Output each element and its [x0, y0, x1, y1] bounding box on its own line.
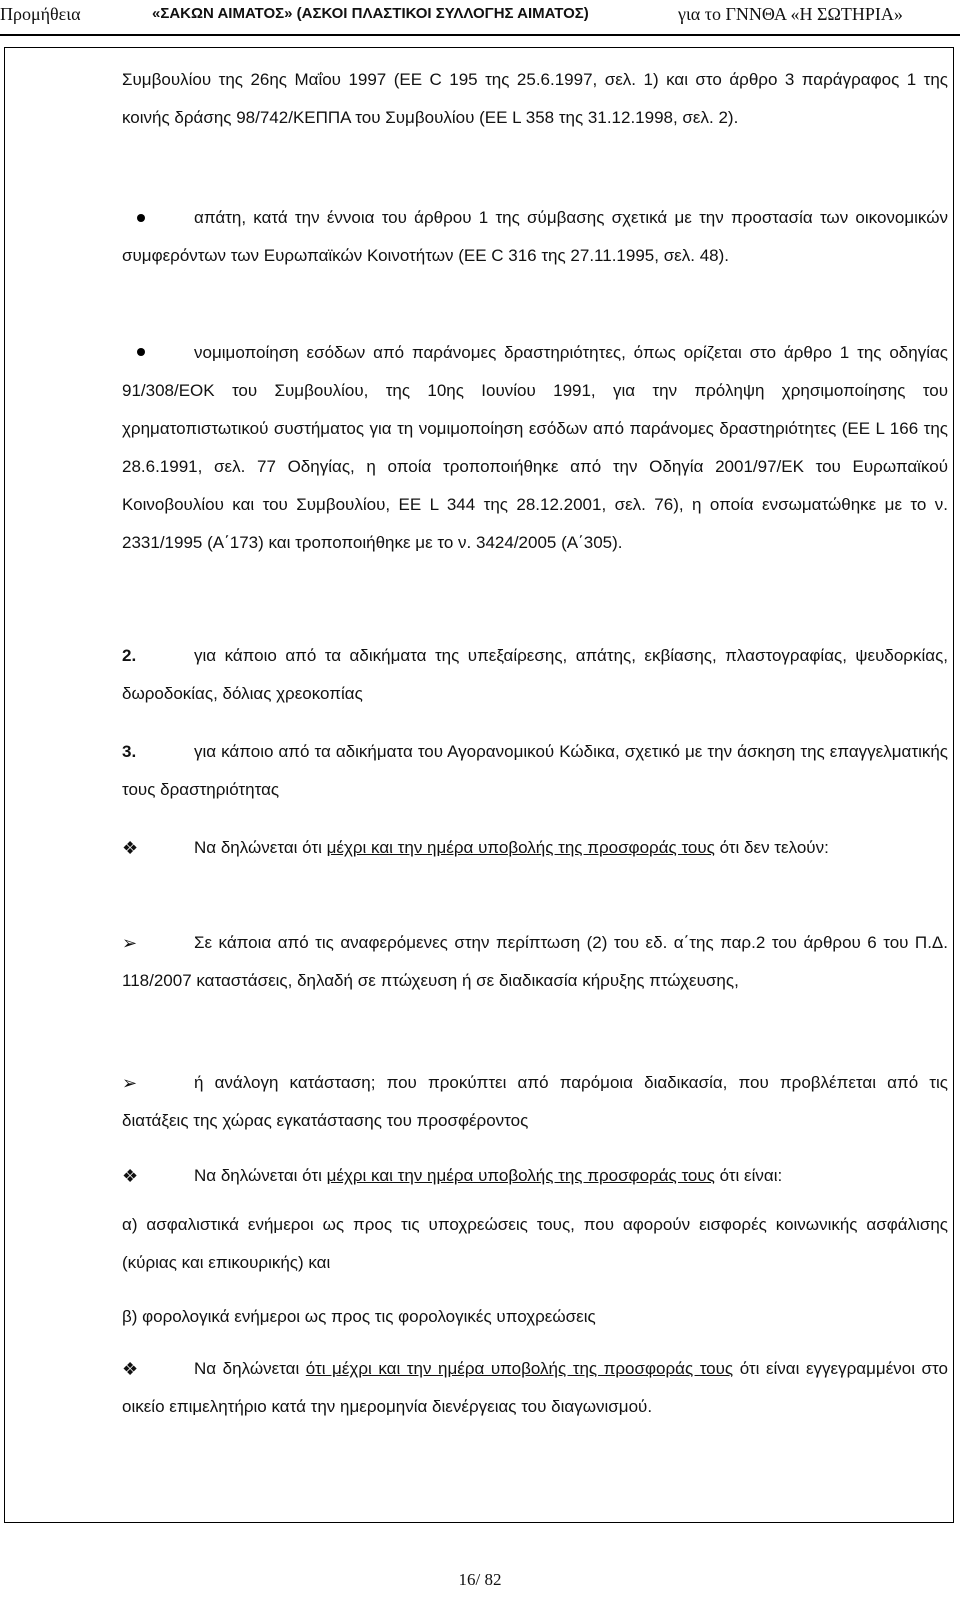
- arrow-bullet-icon: ➢: [122, 933, 138, 953]
- header-right: για το ΓΝΝΘΑ «Η ΣΩΤΗΡΙΑ»: [678, 4, 903, 24]
- similar-situation-item: ή ανάλογη κατάσταση; που προκύπτει από παρόμοια διαδικασία, που προβλέπεται από τις διατάξεις της χώρας εγκατάστασης του προσφέροντος: [122, 1073, 948, 1130]
- declaration-not-in: Να δηλώνεται ότι μέχρι και την ημέρα υποβολής της προσφοράς τους ότι δεν τελούν:: [194, 838, 829, 857]
- header-left: Προμήθεια: [0, 4, 81, 24]
- insurance-item: α) ασφαλιστικά ενήμεροι ως προς τις υποχρεώσεις τους, που αφορούν εισφορές κοινωνικής ασφάλισης (κύριας και επικουρικής) και: [122, 1215, 948, 1272]
- bankruptcy-item: Σε κάποια από τις αναφερόμενες στην περίπτωση (2) του εδ. α΄της παρ.2 του άρθρου 6 του Π.Δ. 118/2007 καταστάσεις, δηλαδή σε πτώχευση ή σε διαδικασία κήρυξης πτώχευσης,: [122, 933, 948, 990]
- header-middle: «ΣΑΚΩΝ ΑΙΜΑΤΟΣ» (ΑΣΚΟΙ ΠΛΑΣΤΙΚΟΙ ΣΥΛΛΟΓΗΣ ΑΙΜΑΤΟΣ): [152, 5, 589, 22]
- diamond-bullet-icon: ❖: [122, 1166, 139, 1186]
- item-3: 3. για κάποιο από τα αδικήματα του Αγορανομικού Κώδικα, σχετικό με την άσκηση της επαγγελματικής τους δραστηριότητας: [122, 742, 948, 799]
- declaration-is: Να δηλώνεται ότι μέχρι και την ημέρα υποβολής της προσφοράς τους ότι είναι:: [194, 1166, 783, 1185]
- diamond-bullet-icon: ❖: [122, 838, 139, 858]
- bullet-fraud: απάτη, κατά την έννοια του άρθρου 1 της σύμβασης σχετικά με την προστασία των οικονομικών συμφερόντων των Ευρωπαϊκών Κοινοτήτων (ΕΕ C 316 της 27.11.1995, σελ. 48).: [122, 208, 948, 265]
- bullet-money-laundering: νομιμοποίηση εσόδων από παράνομες δραστηριότητες, όπως ορίζεται στο άρθρο 1 της οδηγίας 91/308/ΕΟΚ του Συμβουλίου, της 10ης Ιουνίου 1991, για την πρόληψη χρησιμοποίησης του χρηματοπιστωτικού συστήματος για τη νομιμοποίηση εσόδων από παράνομες δραστηριότητες (ΕΕ L 166 της 28.6.1991, σελ. 77 Οδηγίας, η οποία τροποποιήθηκε από την Οδηγία 2001/97/ΕΚ του Ευρωπαϊκού Κοινοβουλίου και του Συμβουλίου, ΕΕ L 344 της 28.12.2001, σελ. 76), η οποία ενσωματώθηκε με το ν. 2331/1995 (Α΄173) και τροποποιήθηκε με το ν. 3424/2005 (Α΄305).: [122, 343, 948, 552]
- page-number: 16/ 82: [458, 1570, 502, 1589]
- declaration-registered: Να δηλώνεται ότι μέχρι και την ημέρα υποβολής της προσφοράς τους ότι είναι εγγεγραμμένοι στο οικείο επιμελητήριο κατά την ημερομηνία διενέργειας του διαγωνισμού.: [122, 1359, 948, 1416]
- paragraph-continuation: Συμβουλίου της 26ης Μαΐου 1997 (ΕΕ C 195 της 25.6.1997, σελ. 1) και στο άρθρο 3 παράγραφος 1 της κοινής δράσης 98/742/ΚΕΠΠΑ του Συμβουλίου (ΕΕ L 358 της 31.12.1998, σελ. 2).: [122, 70, 948, 127]
- arrow-bullet-icon: ➢: [122, 1073, 138, 1093]
- tax-item: β) φορολογικά ενήμεροι ως προς τις φορολογικές υποχρεώσεις: [122, 1307, 596, 1326]
- page-header: [0, 0, 960, 36]
- diamond-bullet-icon: ❖: [122, 1359, 139, 1379]
- item-2: 2. για κάποιο από τα αδικήματα της υπεξαίρεσης, απάτης, εκβίασης, πλαστογραφίας, ψευδορκίας, δωροδοκίας, δόλιας χρεοκοπίας: [122, 646, 948, 703]
